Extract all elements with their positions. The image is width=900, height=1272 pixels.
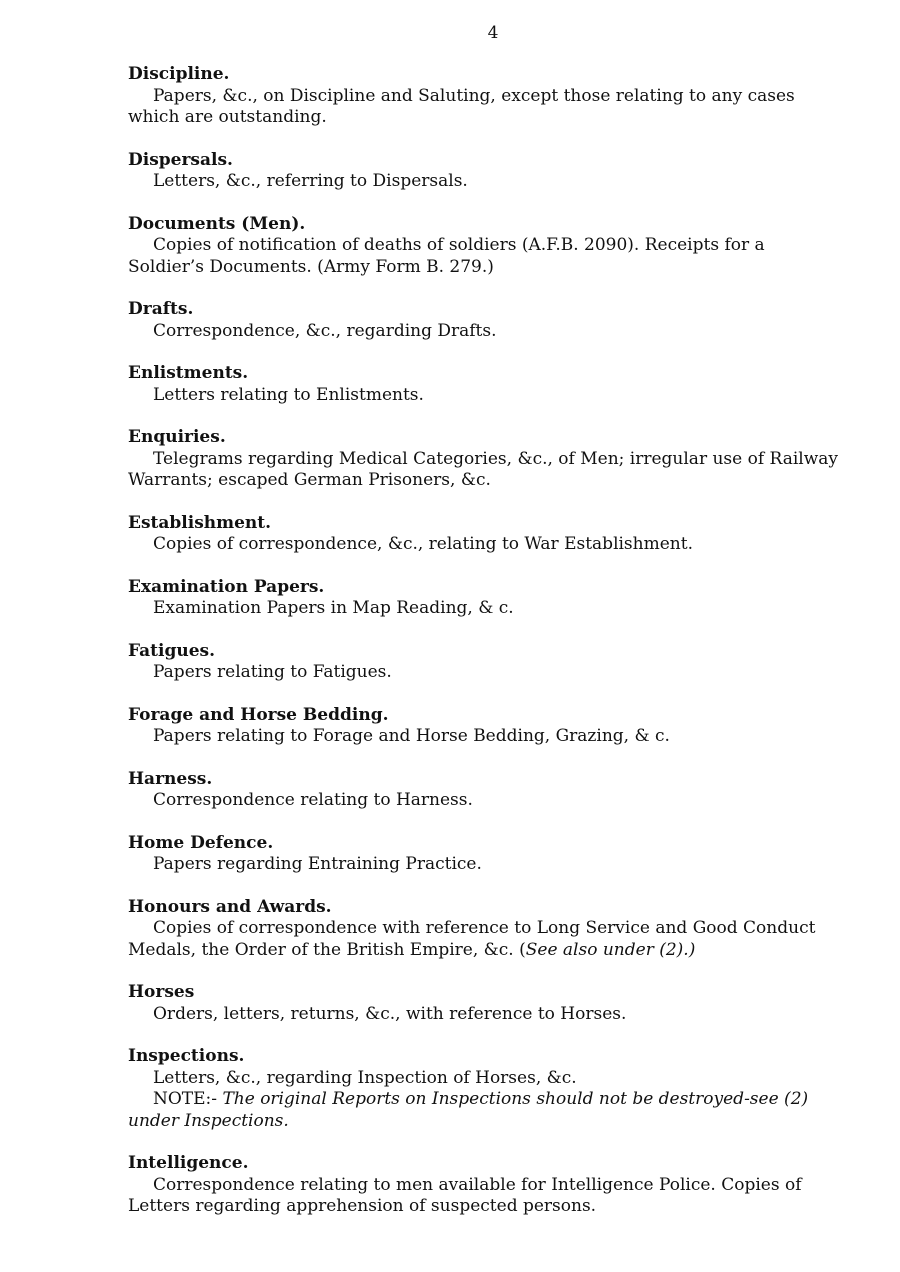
entry-heading: Enlistments. [128, 363, 249, 383]
entry-text-italic: See also under (2).) [525, 939, 696, 960]
entry-heading: Inspections. [128, 1046, 245, 1066]
entry-heading: Drafts. [128, 299, 194, 319]
entry-intelligence [128, 1153, 840, 1218]
entry-heading: Intelligence. [128, 1153, 249, 1173]
entry-heading: Establishment. [128, 512, 272, 533]
entry-text: Correspondence relating to Harness. [153, 790, 473, 810]
entry-inspections [128, 1046, 840, 1132]
entry-text: Letters, &c., regarding Inspection of Horses, &c. [153, 1067, 577, 1088]
entry-text: Telegrams regarding Medical Categories, &c., of Men; irregular use of Railway Warrants; escaped German Prisoners, &c. [128, 448, 839, 490]
entry-drafts [128, 299, 840, 342]
entry-list [128, 64, 840, 1239]
entry-heading: Documents (Men). [128, 213, 306, 234]
entry-text-roman: Copies of correspondence with reference to Long Service and Good Conduct Medals, the Order of the British Empire, &c. ( [128, 918, 816, 960]
entry-heading: Dispersals. [128, 149, 233, 170]
entry-text: Papers, &c., on Discipline and Saluting, except those relating to any cases which are outstanding. [128, 85, 795, 127]
entry-text: Papers relating to Fatigues. [153, 662, 392, 682]
entry-forage-and-horse-bedding [128, 705, 840, 748]
entry-documents-men [128, 214, 840, 279]
note-prefix: NOTE:- [153, 1089, 223, 1109]
entry-heading: Honours and Awards. [128, 896, 332, 917]
entry-harness [128, 769, 840, 812]
entry-enlistments [128, 363, 840, 406]
entry-text: Letters relating to Enlistments. [153, 384, 424, 405]
entry-text [128, 918, 840, 961]
entry-heading: Fatigues. [128, 640, 216, 661]
entry-dispersals [128, 150, 840, 193]
entry-text: Papers relating to Forage and Horse Bedding, Grazing, & c. [153, 726, 670, 746]
entry-heading: Enquiries. [128, 427, 226, 447]
entry-enquiries [128, 427, 840, 492]
note-italic: The original Reports on Inspections should not be destroyed-see (2) under Inspections. [128, 1089, 809, 1131]
entry-text: Copies of correspondence, &c., relating to War Establishment. [153, 534, 693, 554]
entry-discipline [128, 64, 840, 129]
entry-heading: Forage and Horse Bedding. [128, 704, 389, 725]
entry-heading: Harness. [128, 768, 213, 789]
page-number: 4 [487, 23, 499, 43]
entry-heading: Home Defence. [128, 832, 274, 853]
entry-establishment [128, 513, 840, 556]
entry-text: Letters, &c., referring to Dispersals. [153, 171, 468, 191]
entry-text: Orders, letters, returns, &c., with reference to Horses. [153, 1003, 627, 1024]
entry-text: Papers regarding Entraining Practice. [153, 854, 482, 874]
entry-text: Examination Papers in Map Reading, & c. [153, 598, 514, 618]
entry-examination-papers [128, 577, 840, 620]
entry-heading: Examination Papers. [128, 576, 325, 597]
entry-text: Correspondence, &c., regarding Drafts. [153, 320, 497, 341]
entry-honours-and-awards [128, 897, 840, 962]
entry-horses [128, 982, 840, 1025]
entry-heading: Horses [128, 982, 195, 1002]
entry-note [128, 1089, 840, 1132]
entry-fatigues [128, 641, 840, 684]
entry-home-defence [128, 833, 840, 876]
entry-text: Copies of notification of deaths of soldiers (A.F.B. 2090). Receipts for a Soldier’s Documents. (Army Form B. 279.) [128, 235, 765, 277]
entry-heading: Discipline. [128, 64, 230, 84]
entry-text: Correspondence relating to men available for Intelligence Police. Copies of Letters regarding apprehension of suspected persons. [128, 1174, 802, 1216]
